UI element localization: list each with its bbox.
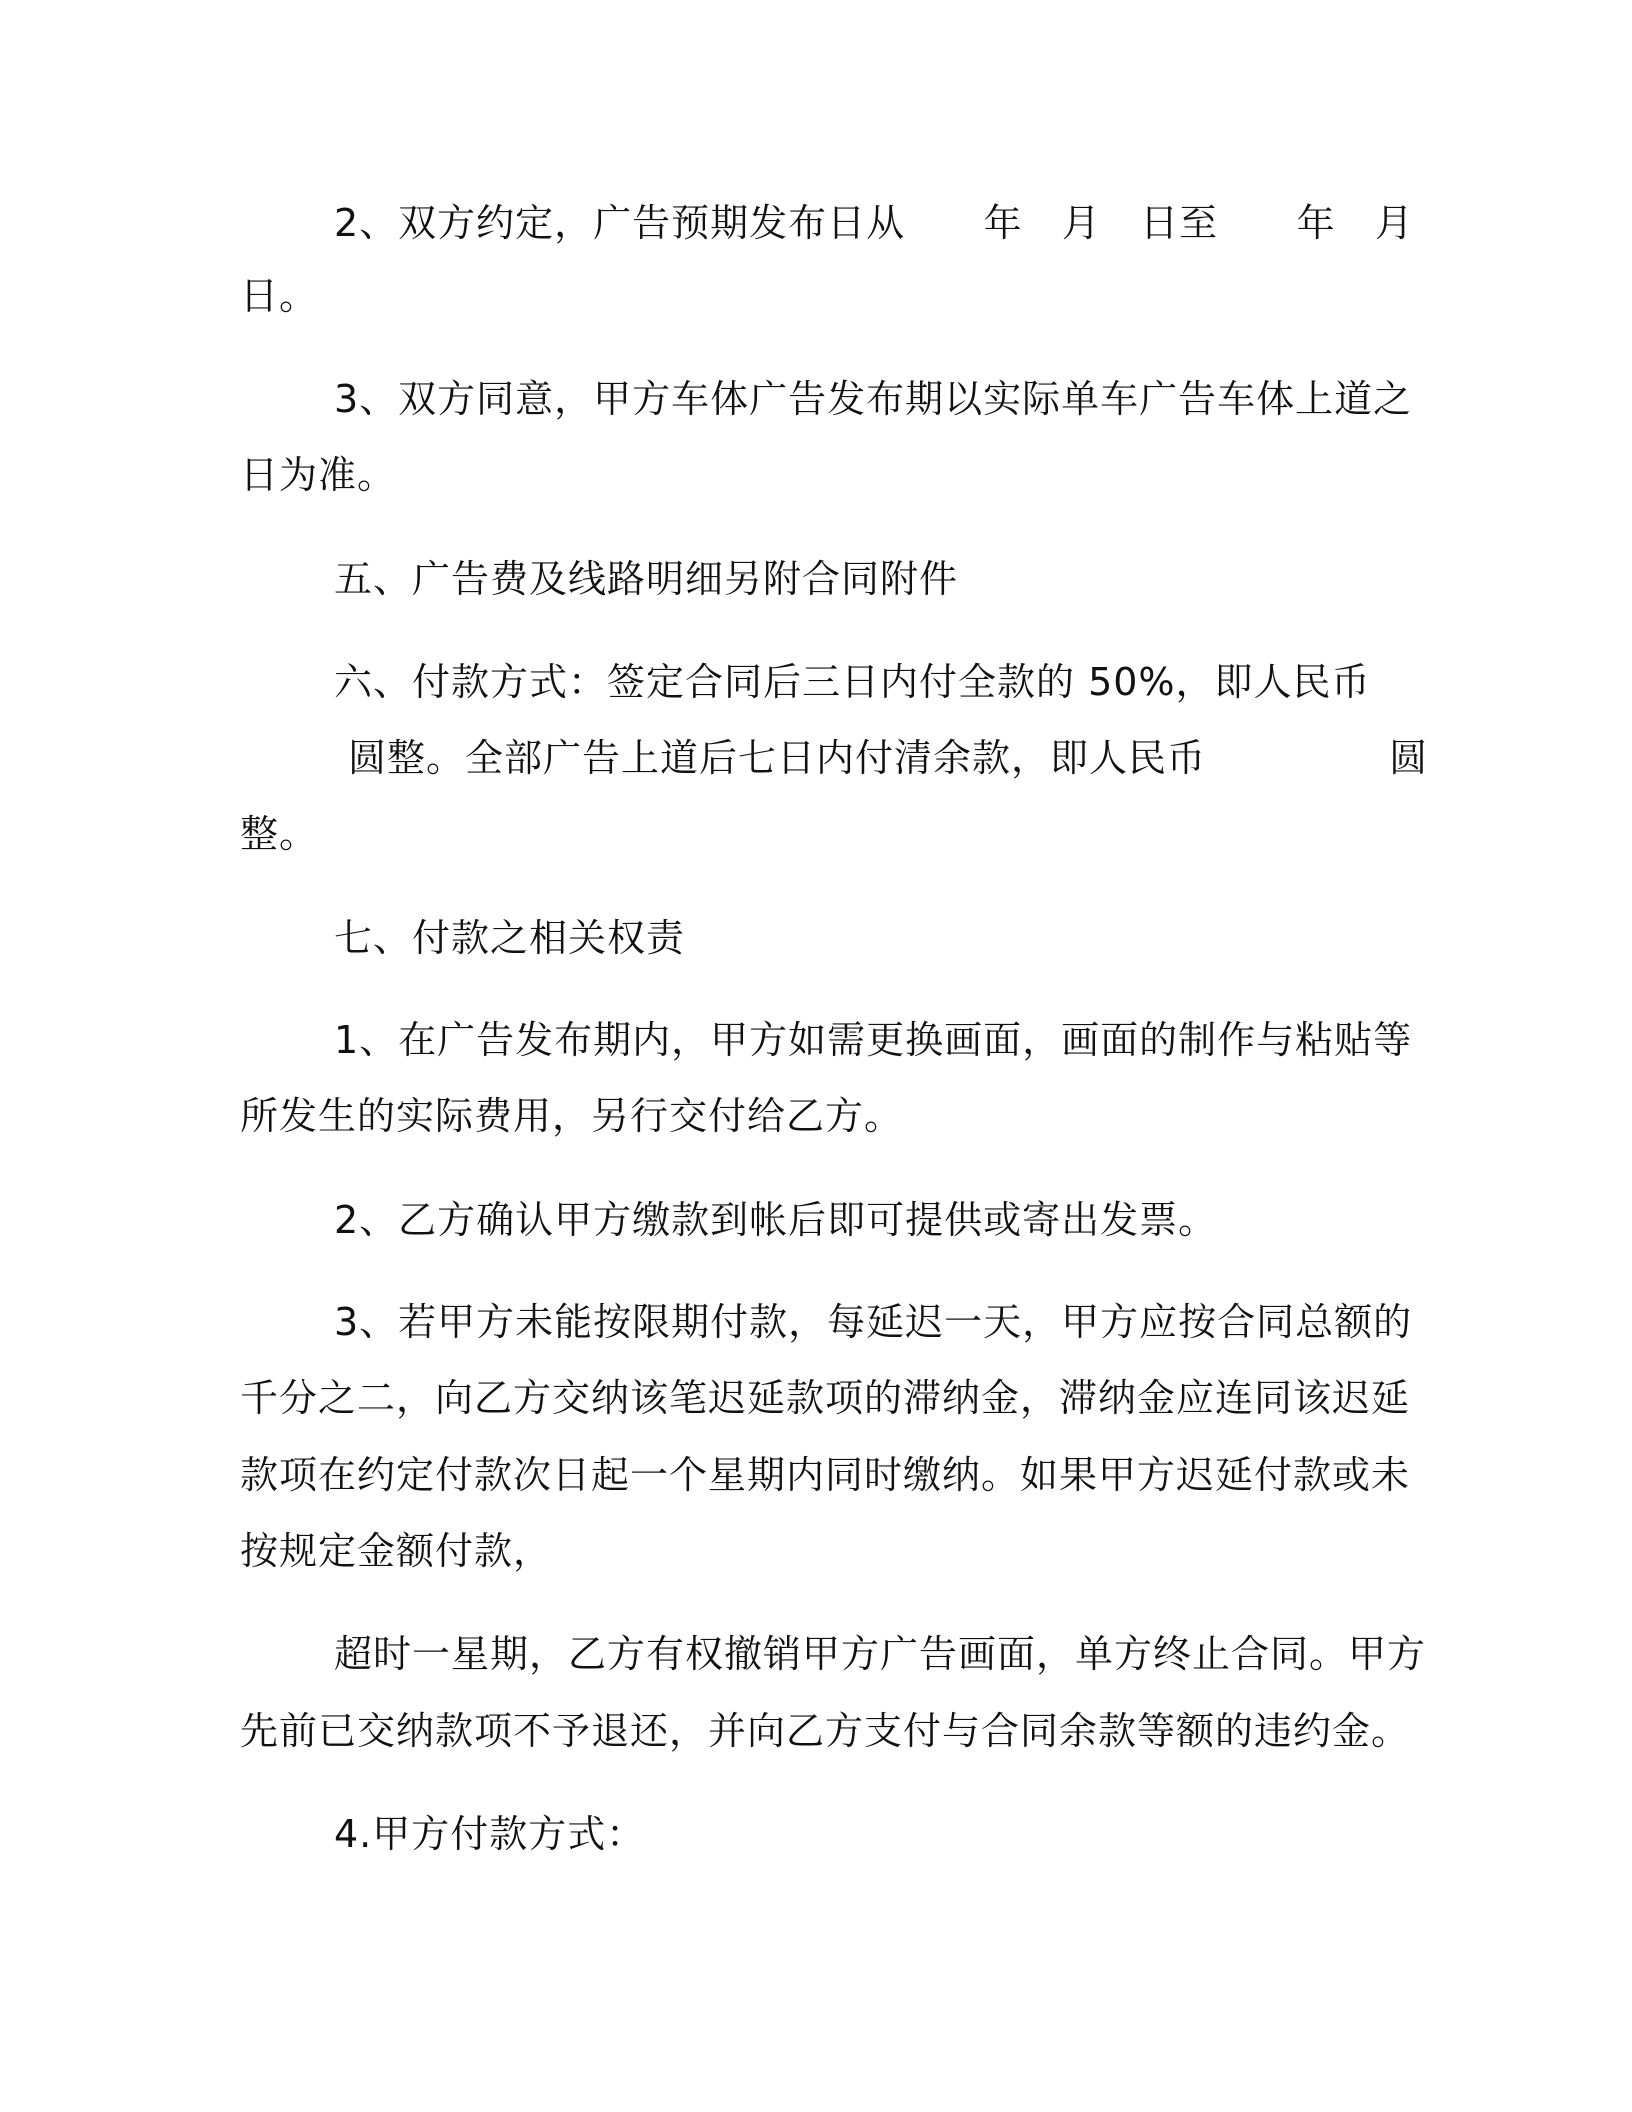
text-line: 千分之二，向乙方交纳该笔迟延款项的滞纳金，滞纳金应连同该迟延 [240,1376,1411,1420]
text-line: 2、乙方确认甲方缴款到帐后即可提供或寄出发票。 [334,1198,1218,1242]
text-line: 先前已交纳款项不予退还，并向乙方支付与合同余款等额的违约金。 [240,1709,1411,1753]
section-heading: 五、广告费及线路明细另附合同附件 [334,557,959,601]
text-line: 所发生的实际费用，另行交付给乙方。 [240,1094,904,1138]
text-line: 超时一星期，乙方有权撤销甲方广告画面，单方终止合同。甲方 [334,1632,1427,1676]
text-line: 日为准。 [240,453,397,497]
text-line: 整。 [240,812,319,856]
text-line: 2、双方约定，广告预期发布日从 年 月 日至 年 月 [334,201,1414,245]
text-line: 3、双方同意，甲方车体广告发布期以实际单车广告车体上道之 [334,377,1413,421]
text-line: 1、在广告发布期内，甲方如需更换画面，画面的制作与粘贴等 [334,1018,1413,1062]
text-line: 款项在约定付款次日起一个星期内同时缴纳。如果甲方迟延付款或未 [240,1453,1411,1497]
document-page [240,0,1429,2112]
text-line: 日。 [240,274,319,318]
text-line: 按规定金额付款， [240,1529,553,1573]
text-line: 4.甲方付款方式： [334,1812,646,1856]
text-line: 3、若甲方未能按限期付款，每延迟一天，甲方应按合同总额的 [334,1300,1413,1344]
section-heading: 七、付款之相关权责 [334,916,686,960]
text-line: 六、付款方式：签定合同后三日内付全款的 50%，即人民币 [334,660,1371,704]
text-line: 圆整。全部广告上道后七日内付清余款，即人民币 圆 [348,736,1429,780]
